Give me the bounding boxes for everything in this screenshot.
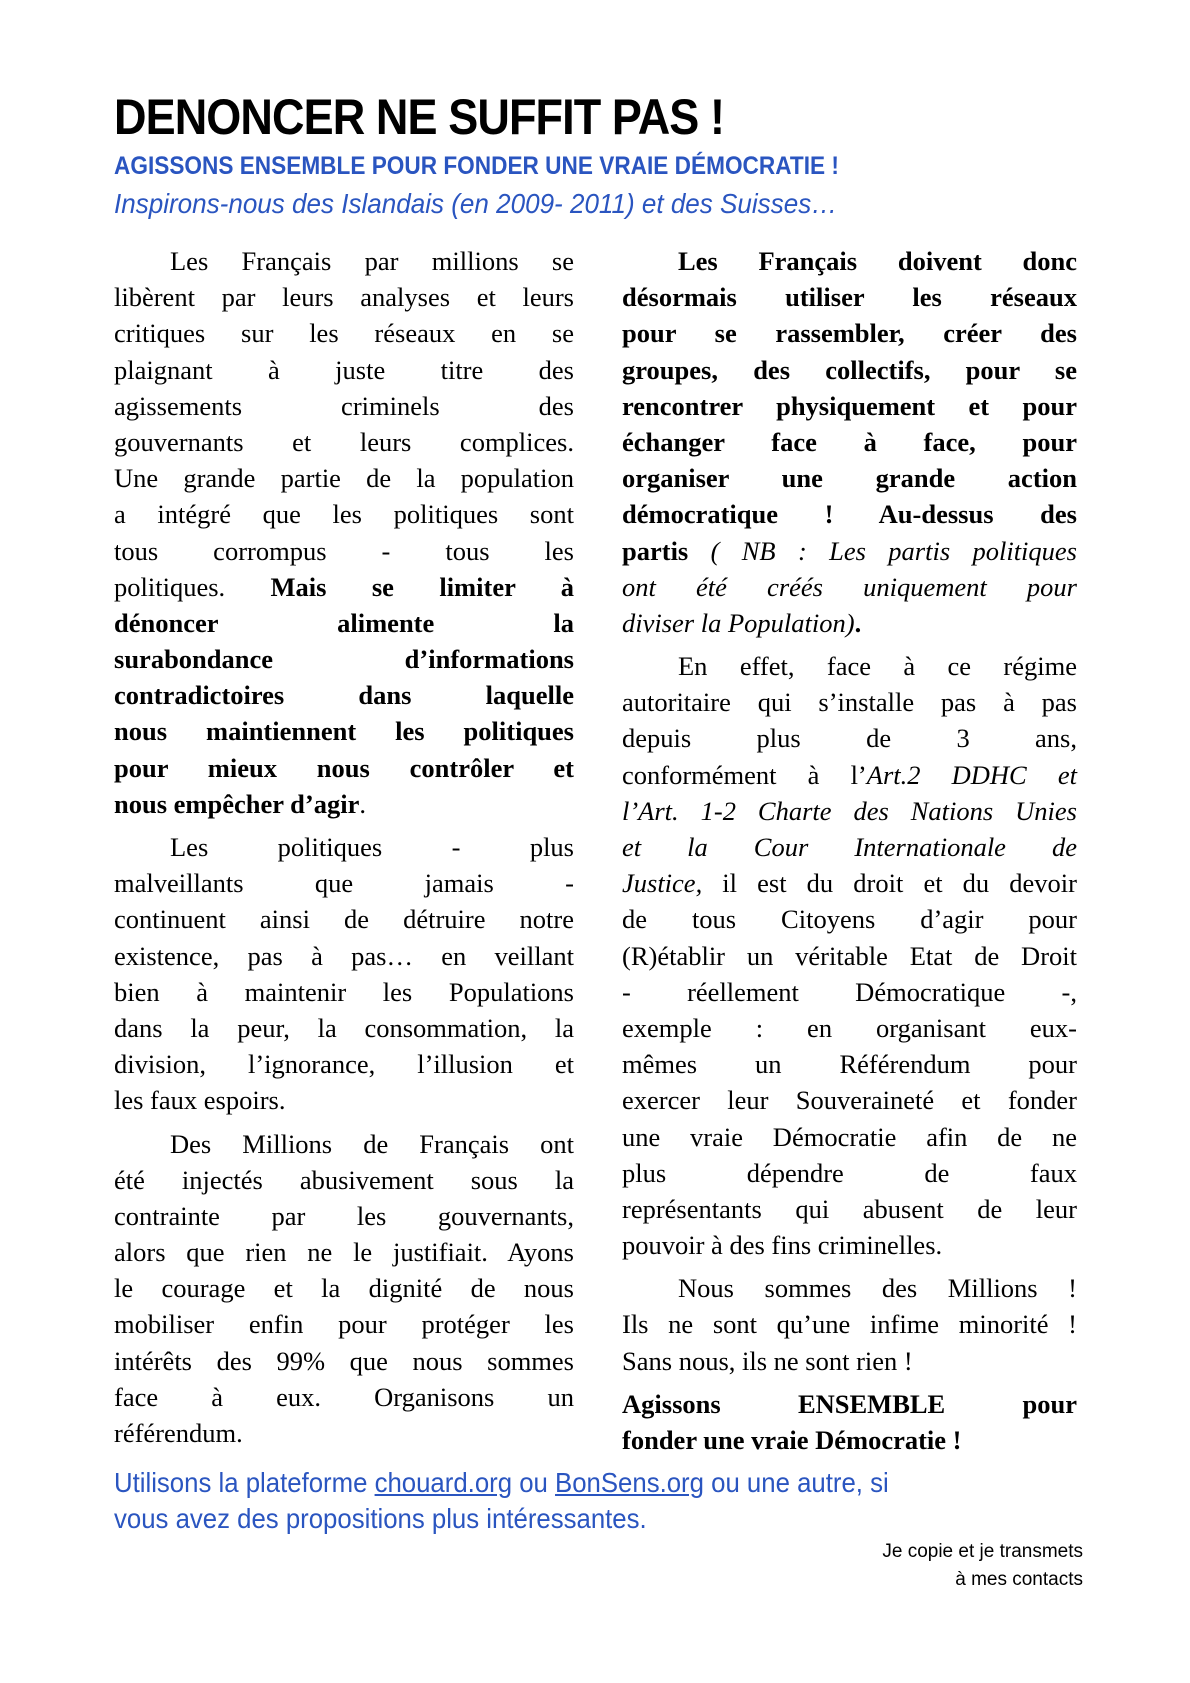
text-line [114,460,574,496]
text-run: organiser une grande action [622,463,1077,494]
footer-middle: ou [512,1467,556,1498]
text-line [114,1082,574,1118]
text-run: il est du droit et du devoir [702,868,1077,899]
text-line [114,243,574,279]
text-line [622,974,1077,1010]
text-line [114,677,574,713]
text-line [114,1046,574,1082]
text-run: a intégré que les politiques sont [114,499,574,530]
paragraph [114,1126,574,1452]
text-run: nous empêcher d’agir [114,788,360,819]
text-line [114,424,574,460]
text-line [114,352,574,388]
text-run: existence, pas à pas… en veillant [114,940,574,971]
text-line [114,1010,574,1046]
text-run: ( NB : Les partis politiques [688,535,1077,566]
paragraph [114,829,574,1119]
text-line [114,1343,574,1379]
link-bonsens[interactable]: BonSens.org [555,1467,704,1498]
text-line [622,1046,1077,1082]
text-run: Justice, [622,868,703,899]
text-run: groupes, des collectifs, pour se [622,354,1077,385]
text-run: Des Millions de Français ont [170,1128,574,1159]
text-run: le courage et la dignité de nous [114,1273,574,1304]
text-run: surabondance d’informations [114,644,574,675]
text-line [622,757,1077,793]
text-line [622,1010,1077,1046]
text-line [114,533,574,569]
text-line [114,315,574,351]
text-line [622,684,1077,720]
text-run: En effet, face à ce régime [678,651,1077,682]
text-run: bien à maintenir les Populations [114,976,574,1007]
text-line [622,279,1077,315]
text-line [622,424,1077,460]
footer-line-2: vous avez des propositions plus intéressantes. [114,1503,647,1534]
text-line [622,315,1077,351]
text-run: rencontrer physiquement et pour [622,390,1077,421]
text-line [114,974,574,1010]
text-line [622,533,1077,569]
text-run: diviser la Population) [622,607,855,638]
text-run: conformément à l’ [622,759,867,790]
text-line [114,750,574,786]
share-note-line-1: Je copie et je transmets [882,1541,1083,1562]
text-run: (R)établir un véritable Etat de Droit [622,940,1077,971]
text-line [114,786,574,822]
text-line [622,1191,1077,1227]
text-run: fonder une vraie Démocratie ! [622,1425,962,1455]
text-line [622,460,1077,496]
text-run: malveillants que jamais - [114,868,574,899]
text-run: autoritaire qui s’installe pas à pas [622,687,1077,718]
text-run: une vraie Démocratie afin de ne [622,1121,1077,1152]
text-run: critiques sur les réseaux en se [114,318,574,349]
text-run: . [854,607,862,638]
text-run: dénoncer alimente la [114,607,574,638]
text-line [622,1155,1077,1191]
paragraph-gap [622,1379,1077,1386]
text-line [622,793,1077,829]
text-run: intérêts des 99% que nous sommes [114,1345,574,1376]
text-run: pouvoir à des fins criminelles. [622,1230,943,1261]
paragraph [622,648,1077,1263]
paragraph-gap [622,641,1077,648]
text-line [114,1415,574,1451]
paragraph-gap [114,822,574,829]
paragraph [622,1270,1077,1379]
text-line [114,901,574,937]
link-chouard[interactable]: chouard.org [374,1467,513,1498]
text-line [622,388,1077,424]
text-line [622,605,1077,641]
text-run: continuent ainsi de détruire notre [114,904,574,935]
paragraph [114,243,574,822]
text-line [114,641,574,677]
left-column [114,243,574,1451]
text-run: pour se rassembler, créer des [622,318,1077,349]
text-line [114,1162,574,1198]
paragraph-gap [622,1263,1077,1270]
share-note-line-2: à mes contacts [955,1569,1083,1590]
text-run: tous corrompus - tous les [114,535,574,566]
text-run: politiques. [114,571,271,602]
text-run: gouvernants et leurs complices. [114,426,574,457]
text-line [114,865,574,901]
footer-line-1 [114,1465,1002,1501]
text-run: Mais se limiter à [270,571,575,602]
text-line [114,713,574,749]
paragraph-gap [114,1119,574,1126]
text-run: Art.2 DDHC et [866,759,1077,790]
text-run: été injectés abusivement sous la [114,1164,574,1195]
text-line [114,388,574,424]
text-line [114,1270,574,1306]
text-run: alors que rien ne le justifiait. Ayons [114,1237,574,1268]
text-line [114,1306,574,1342]
text-line [622,243,1077,279]
text-run: Sans nous, ils ne sont rien ! [622,1345,913,1376]
footer-suffix: ou une autre, si [703,1467,889,1498]
text-run: depuis plus de 3 ans, [622,723,1077,754]
text-run: Les Français doivent donc [678,246,1077,276]
text-run: pour mieux nous contrôler et [114,752,574,783]
text-run: - réellement Démocratique -, [622,976,1077,1007]
text-run: plaignant à juste titre des [114,354,574,385]
text-run: . [359,788,366,819]
text-line [622,720,1077,756]
text-run: contrainte par les gouvernants, [114,1200,574,1231]
text-line [622,648,1077,684]
text-run: Une grande partie de la population [114,463,574,494]
text-run: nous maintiennent les politiques [114,716,574,747]
text-line [114,1126,574,1162]
text-run: représentants qui abusent de leur [622,1193,1077,1224]
text-line [622,901,1077,937]
subtitle: AGISSONS ENSEMBLE POUR FONDER UNE VRAIE DÉMOCRATIE ! [114,152,839,180]
text-line [114,1234,574,1270]
text-run: exercer leur Souveraineté et fonder [622,1085,1077,1116]
text-line [114,605,574,641]
footer-prefix: Utilisons la plateforme [114,1467,375,1498]
text-line [114,1379,574,1415]
tagline: Inspirons-nous des Islandais (en 2009- 2011) et des Suisses… [114,188,838,219]
text-run: Agissons ENSEMBLE pour [622,1388,1077,1419]
text-run: l’Art. 1-2 Charte des Nations Unies [622,795,1077,826]
text-line [622,1270,1077,1306]
text-line [622,938,1077,974]
text-line [622,1119,1077,1155]
text-run: Les Français par millions se [170,246,574,276]
text-run: démocratique ! Au-dessus des [622,499,1077,530]
text-run: et la Cour Internationale de [622,832,1077,862]
text-run: division, l’ignorance, l’illusion et [114,1049,574,1080]
text-line [622,1082,1077,1118]
text-run: mobiliser enfin pour protéger les [114,1309,574,1340]
text-line [622,1227,1077,1263]
text-run: de tous Citoyens d’agir pour [622,904,1077,935]
text-line [622,496,1077,532]
text-run: désormais utiliser les réseaux [622,282,1077,313]
text-line [114,829,574,865]
text-run: partis [622,535,689,566]
text-run: ont été créés uniquement pour [622,571,1077,602]
text-run: les faux espoirs. [114,1085,286,1116]
text-line [622,865,1077,901]
text-run: contradictoires dans laquelle [114,680,574,711]
text-line [114,569,574,605]
text-line [114,938,574,974]
text-run: exemple : en organisant eux- [622,1012,1077,1043]
text-run: libèrent par leurs analyses et leurs [114,282,574,313]
share-note [882,1538,1083,1594]
text-run: agissements criminels des [114,390,574,421]
paragraph [622,1386,1077,1458]
right-column [622,243,1077,1458]
text-line [622,352,1077,388]
text-line [622,1306,1077,1342]
footer-call-to-action [114,1465,1079,1537]
text-line [114,279,574,315]
text-line [622,569,1077,605]
text-line [114,496,574,532]
text-run: échanger face à face, pour [622,426,1077,457]
text-run: face à eux. Organisons un [114,1381,574,1412]
text-run: plus dépendre de faux [622,1157,1077,1188]
text-line [622,1343,1077,1379]
text-line [622,1386,1077,1422]
text-run: Nous sommes des Millions ! [678,1273,1077,1304]
text-run: référendum. [114,1418,243,1448]
text-line [622,1422,1077,1458]
text-run: Les politiques - plus [170,832,574,862]
page-title: DENONCER NE SUFFIT PAS ! [114,89,725,145]
text-run: mêmes un Référendum pour [622,1049,1077,1080]
paragraph [622,243,1077,641]
text-run: dans la peur, la consommation, la [114,1012,574,1043]
text-line [622,829,1077,865]
text-run: Ils ne sont qu’une infime minorité ! [622,1309,1077,1340]
text-line [114,1198,574,1234]
